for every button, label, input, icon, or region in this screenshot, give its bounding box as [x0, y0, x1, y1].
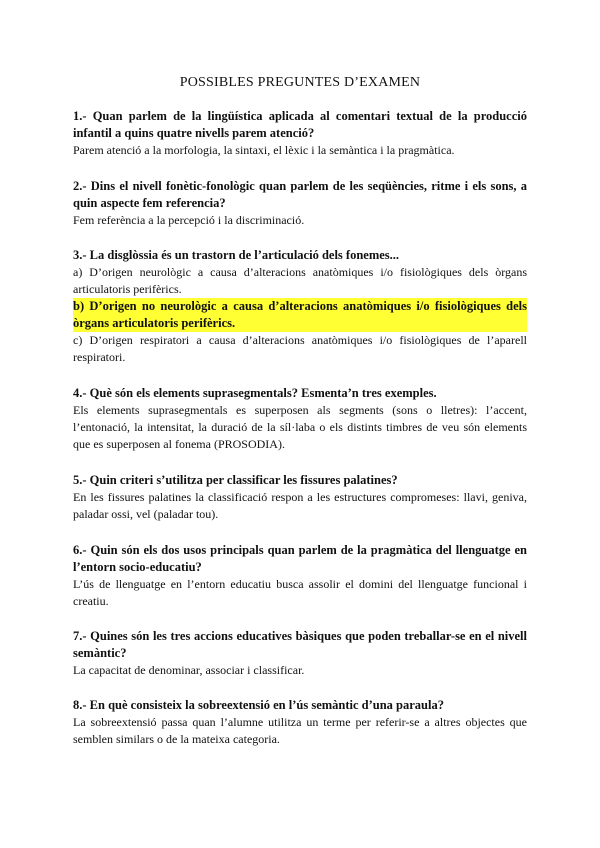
answer-text: Parem atenció a la morfologia, la sintaxi, el lèxic i la semàntica i la pragmàtica.: [73, 143, 455, 157]
question-text: 7.- Quines són les tres accions educatives bàsiques que poden treballar-se en el nivell semàntic?: [73, 629, 527, 660]
question-text: 3.- La disglòssia és un trastorn de l’articulació dels fonemes...: [73, 248, 400, 262]
answer-text: La sobreextensió passa quan l’alumne utilitza un terme per referir-se a altres objectes que semblen similars o de la mateixa categoria.: [73, 715, 527, 746]
question-text: 4.- Què són els elements suprasegmentals? Esmenta’n tres exemples.: [73, 386, 437, 400]
question-block-3: [73, 247, 527, 366]
question-text: 6.- Quin són els dos usos principals quan parlem de la pragmàtica del llenguatge en l’entorn socio-educatiu?: [73, 543, 527, 574]
answer-text: En les fissures palatines la classificació respon a les estructures compromeses: llavi, geniva, paladar ossi, vel (paladar tou).: [73, 490, 527, 521]
question-text: 2.- Dins el nivell fonètic-fonològic quan parlem de les seqüències, ritme i els sons, a quin aspecte fem referencia?: [73, 179, 527, 210]
question-text: 8.- En què consisteix la sobreextensió en l’ús semàntic d’una paraula?: [73, 698, 444, 712]
answer-text: L’ús de llenguatge en l’entorn educatiu busca assolir el domini del llenguatge funcional i creatiu.: [73, 577, 527, 608]
question-block-2: [73, 178, 527, 229]
option-b-highlighted: b) D’origen no neurològic a causa d’alteracions anatòmiques i/o fisiològiques dels òrgans articulatoris perifèrics.: [73, 299, 527, 330]
answer-text: La capacitat de denominar, associar i classificar.: [73, 663, 305, 677]
page-title: POSSIBLES PREGUNTES D’EXAMEN: [179, 75, 421, 90]
question-block-7: [73, 628, 527, 679]
answer-text: Fem referència a la percepció i la discriminació.: [73, 213, 305, 227]
question-block-5: [73, 472, 527, 523]
answer-text: Els elements suprasegmentals es superposen als segments (sons o lletres): l’accent, l’entonació, la intensitat, la duració de la síl·laba o els distints timbres de veu són elements que es superposen al fonema (PROSODIA).: [73, 403, 527, 451]
question-block-8: [73, 697, 527, 748]
question-block-6: [73, 542, 527, 610]
option-c: c) D’origen respiratori a causa d’alteracions anatòmiques i/o fisiològiques de l’aparell respiratori.: [73, 333, 527, 364]
question-block-1: [73, 108, 527, 159]
question-text: 1.- Quan parlem de la lingüística aplicada al comentari textual de la producció infantil a quins quatre nivells parem atenció?: [73, 109, 527, 140]
option-a: a) D’origen neurològic a causa d’alteracions anatòmiques i/o fisiològiques dels òrgans articulatoris perifèrics.: [73, 265, 527, 296]
question-text: 5.- Quin criteri s’utilitza per classificar les fissures palatines?: [73, 473, 398, 487]
question-block-4: [73, 385, 527, 453]
